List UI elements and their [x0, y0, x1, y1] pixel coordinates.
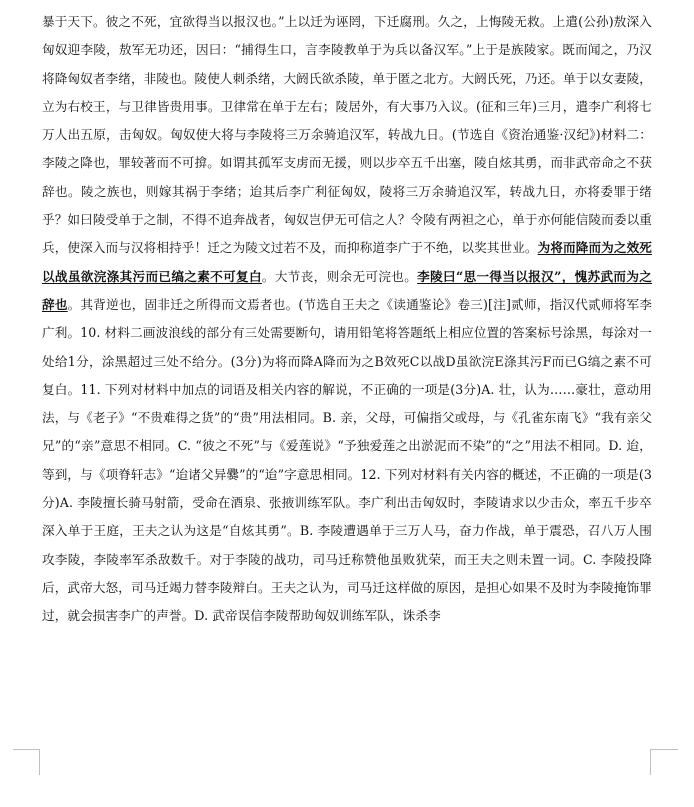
document-body [42, 8, 652, 631]
page-corner-mark-left-horizontal [13, 749, 40, 750]
page-corner-mark-left [13, 749, 40, 775]
emphasized-text-run: 李陵曰“思一得当以报汉”，愧苏武而为之辞也 [42, 268, 653, 312]
page-corner-mark-right [650, 749, 651, 775]
text-run: 。大节丧，则余无可浣也。 [261, 268, 418, 284]
emphasized-text-run: 为将而降而为之效死以战虽欲浣涤其污而已缟之素不可复白 [42, 240, 653, 284]
text-run: 暴于天下。彼之不死，宜欲得当以报汉也。”上以迁为诬罔，下迁腐刑。久之，上悔陵无救。上遣(公孙)敖深入匈奴迎李陵，敖军无功还，因曰：“捕得生口，言李陵教单于为兵以备汉军。”上于是族陵家。既而闻之，乃汉将降匈奴者李绪，非陵也。陵使人刺杀绪，大阏氏欲杀陵，单于匿之北方。大阏氏死，乃还。单于以女妻陵，立为右校王，与卫律皆贵用事。卫律常在单于左右；陵居外，有大事乃入议。(征和三年)三月，遣李广利将七万人出五原，击匈奴。匈奴使大将与李陵将三万余骑追汉军，转战九日。(节选自《资治通鉴·汉纪》)材料二：李陵之降也，罪较著而不可揜。如谓其孤军支虏而无援，则以步卒五千出塞，陵自炫其勇，而非武帝命之不获辞也。陵之族也，则嫁其祸于李绪；迨其后李广利征匈奴，陵将三万余骑追汉军，转战九日，亦将委罪于绪乎？如曰陵受单于之制，不得不追奔战者，匈奴岂伊无可信之人？令陵有两袒之心，单于亦何能信陵而委以重兵，使深入而与汉将相持乎！迁之为陵文过若不及，而抑称道李广于不绝，以奖其世业。 [42, 14, 652, 256]
page-corner-mark-right-horizontal [650, 749, 678, 750]
text-run: 。其背逆也，固非迁之所得而文焉者也。(节选自王夫之《读通鉴论》卷三)[注]贰师，指汉代贰师将军李广利。10. 材料二画波浪线的部分有三处需要断句，请用铅笔将答题纸上相应位置的答案标号涂黑，每涂对一处给1分，涂黑超过三处不给分。(3分)为将而降A降而为之B效死C以战D虽欲浣E涤其污F而已G缟之素不可复白。11. 下列对材料中加点的词语及相关内容的解说，不正确的一项是(3分)A. 壮，认为……豪壮，意动用法，与《老子》“不贵难得之货”的“贵”用法相同。B. 亲，父母，可偏指父或母，与《孔雀东南飞》“我有亲父兄”的“亲”意思不相同。C. “彼之不死”与《爱莲说》“予独爱莲之出淤泥而不染”的“之”用法不相同。D. 迨，等到，与《项脊轩志》“迨诸父异爨”的“迨”字意思相同。12. 下列对材料有关内容的概述，不正确的一项是(3分)A. 李陵擅长骑马射箭，受命在酒泉、张掖训练军队。李广利出击匈奴时，李陵请求以少击众，率五千步卒深入单于王庭，王夫之认为这是“自炫其勇”。B. 李陵遭遇单于三万人马，奋力作战，单于震恐，召八万人围攻李陵，李陵率军杀敌数千。对于李陵的战功，司马迁称赞他虽败犹荣，而王夫之则未置一词。C. 李陵投降后，武帝大怒，司马迁竭力替李陵辩白。王夫之认为，司马迁这样做的原因，是担心如果不及时为李陵掩饰罪过，就会损害李广的声誉。D. 武帝误信李陵帮助匈奴训练军队，诛杀李 [42, 296, 652, 624]
